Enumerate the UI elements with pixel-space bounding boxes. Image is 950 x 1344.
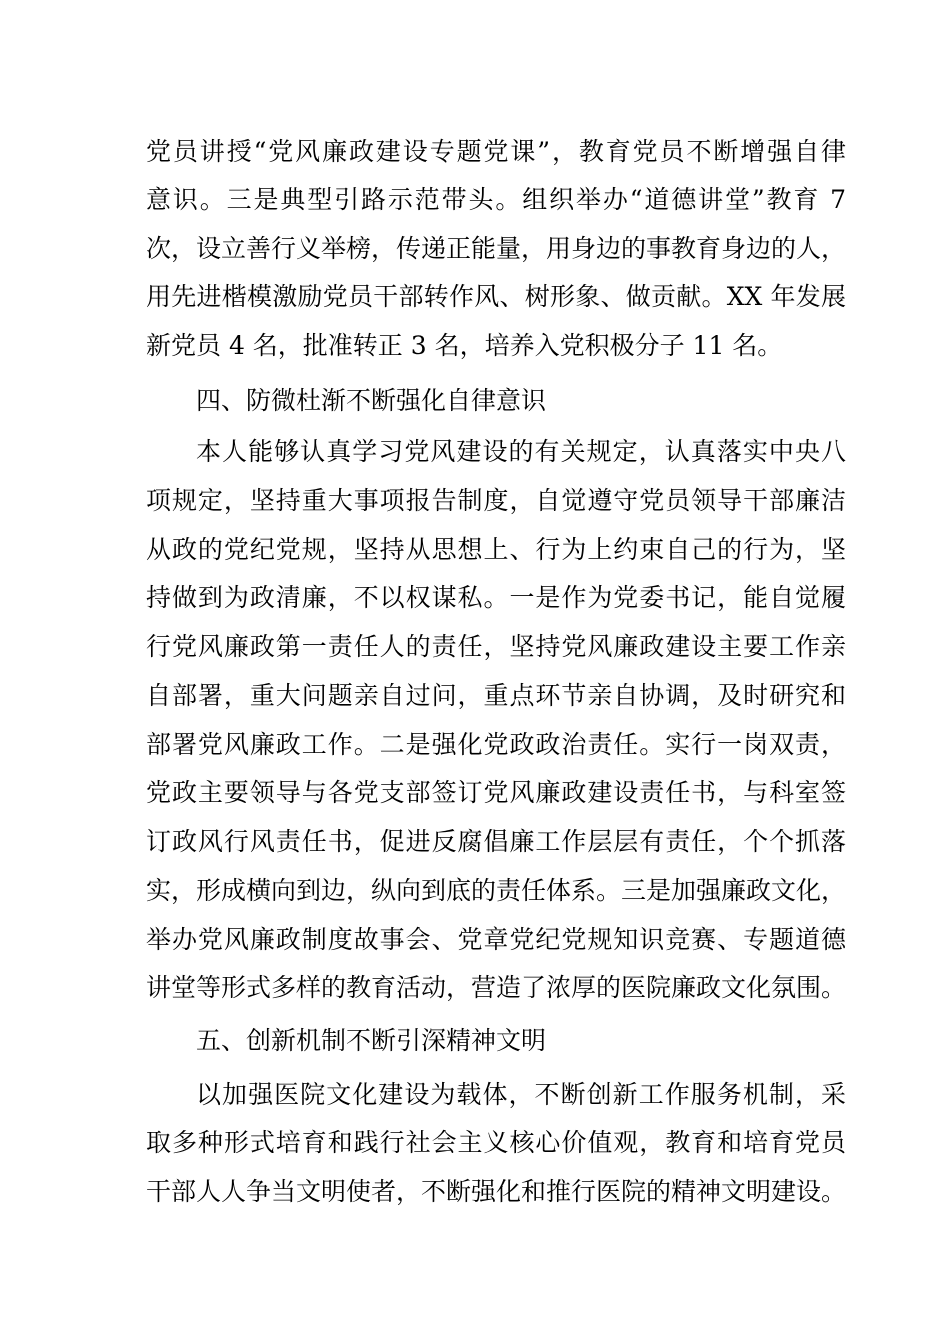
text-line: 部署党风廉政工作。二是强化党政政治责任。实行一岗双责， — [146, 730, 846, 759]
text-line: 党政主要领导与各党支部签订党风廉政建设责任书，与科室签 — [146, 778, 846, 807]
text-line: 用先进楷模激励党员干部转作风、树形象、做贡献。XX 年发展 — [146, 282, 846, 311]
text-line: 从政的党纪党规，坚持从思想上、行为上约束自己的行为，坚 — [146, 535, 846, 564]
text-line: 讲堂等形式多样的教育活动，营造了浓厚的医院廉政文化氛围。 — [146, 973, 847, 1002]
text-line: 项规定，坚持重大事项报告制度，自觉遵守党员领导干部廉洁 — [146, 486, 846, 515]
text-line: 新党员 4 名，批准转正 3 名，培养入党积极分子 11 名。 — [146, 331, 783, 360]
paragraph-start-line: 本人能够认真学习党风建设的有关规定，认真落实中央八 — [196, 437, 846, 466]
paragraph-start-line: 以加强医院文化建设为载体，不断创新工作服务机制，采 — [196, 1080, 846, 1109]
text-line: 自部署，重大问题亲自过问，重点环节亲自协调，及时研究和 — [146, 681, 846, 710]
text-line: 党员讲授“党风廉政建设专题党课”，教育党员不断增强自律 — [146, 137, 846, 166]
section-heading: 四、防微杜渐不断强化自律意识 — [196, 386, 547, 415]
text-line: 次，设立善行义举榜，传递正能量，用身边的事教育身边的人， — [146, 234, 847, 263]
text-line: 意识。三是典型引路示范带头。组织举办“道德讲堂”教育 7 — [146, 185, 846, 214]
text-line: 持做到为政清廉，不以权谋私。一是作为党委书记，能自觉履 — [146, 583, 846, 612]
text-line: 行党风廉政第一责任人的责任，坚持党风廉政建设主要工作亲 — [146, 632, 846, 661]
section-heading: 五、创新机制不断引深精神文明 — [196, 1026, 547, 1055]
text-line: 实，形成横向到边，纵向到底的责任体系。三是加强廉政文化， — [146, 876, 847, 905]
text-line: 取多种形式培育和践行社会主义核心价值观，教育和培育党员 — [146, 1128, 846, 1157]
text-line: 举办党风廉政制度故事会、党章党纪党规知识竞赛、专题道德 — [146, 925, 846, 954]
text-line: 订政风行风责任书，促进反腐倡廉工作层层有责任，个个抓落 — [146, 827, 846, 856]
text-line: 干部人人争当文明使者，不断强化和推行医院的精神文明建设。 — [146, 1177, 847, 1206]
